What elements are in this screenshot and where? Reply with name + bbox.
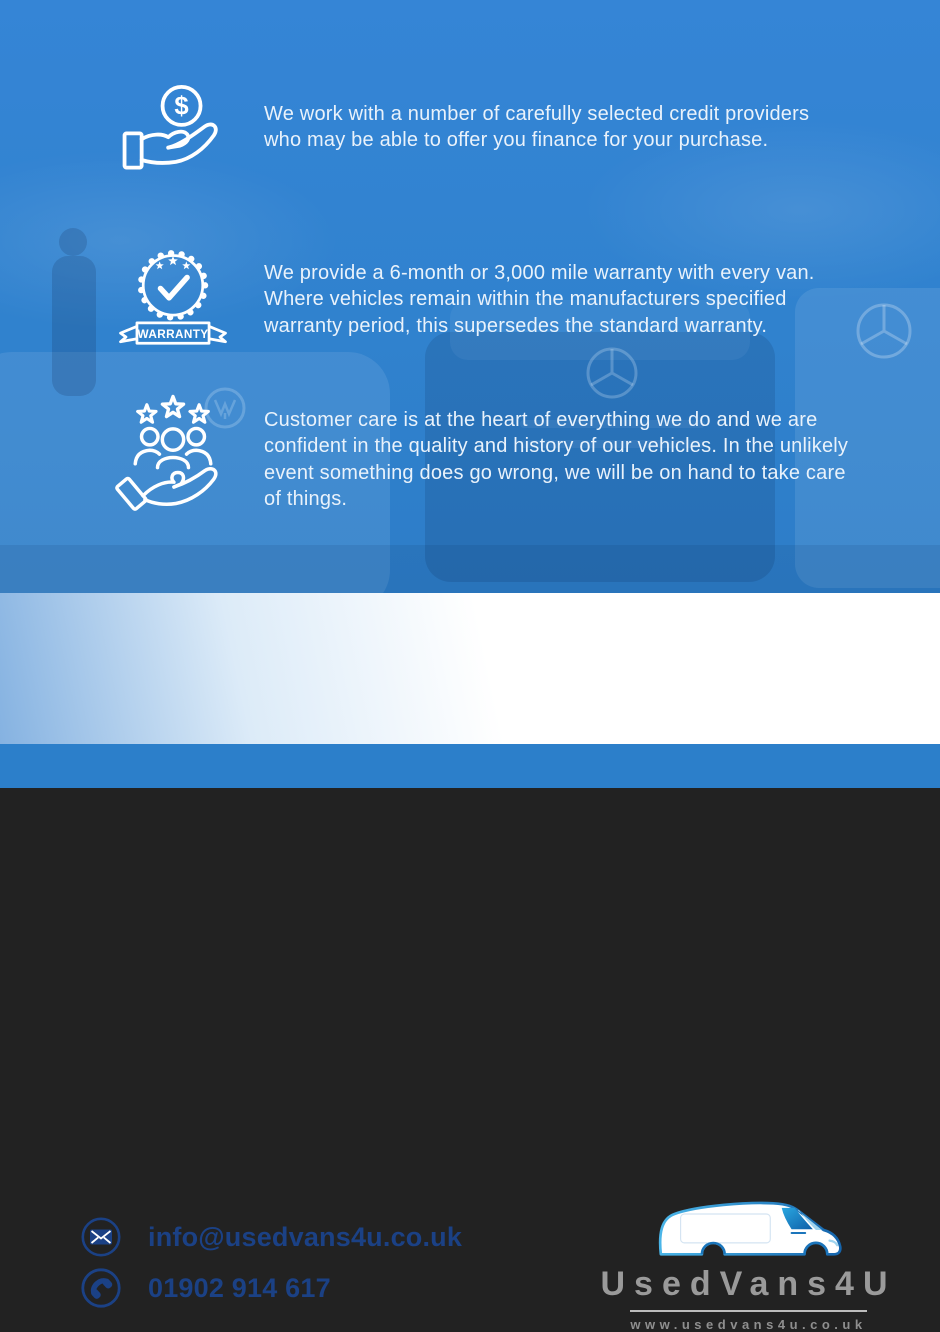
warranty-text: We provide a 6-month or 3,000 mile warranty with every van. Where vehicles remain within the manufacturers specified warranty period, this supersedes the standard warranty. (264, 262, 815, 337)
customer-care-text: Customer care is at the heart of everything we do and we are confident in the quality and history of our vehicles. In the unlikely event something does go wrong, we will be on hand to take care of things. (264, 409, 849, 510)
logo-name: UsedVans4U (600, 1265, 897, 1303)
email-link[interactable]: info@usedvans4u.co.uk (148, 1221, 463, 1252)
phone-contact-row (80, 1267, 331, 1309)
phone-icon (80, 1267, 122, 1309)
van-logo-icon (610, 1195, 888, 1271)
email-icon (80, 1216, 122, 1258)
finance-text: We work with a number of carefully selected credit providers who may be able to offer you finance for your purchase. (264, 103, 810, 152)
customer-care-icon (118, 396, 228, 521)
phone-link[interactable]: 01902 914 617 (148, 1272, 331, 1303)
warranty-badge-icon (118, 243, 228, 343)
hand-coin-icon (118, 84, 228, 179)
email-contact-row (80, 1216, 462, 1258)
warranty-badge-label: WARRANTY (137, 327, 209, 341)
footer (0, 593, 940, 1332)
logo-website: www.usedvans4u.co.uk (630, 1310, 866, 1332)
hero-section (0, 0, 940, 593)
svg-text:$: $ (174, 92, 189, 121)
bottom-bar (0, 744, 940, 788)
company-logo[interactable] (600, 1195, 897, 1332)
